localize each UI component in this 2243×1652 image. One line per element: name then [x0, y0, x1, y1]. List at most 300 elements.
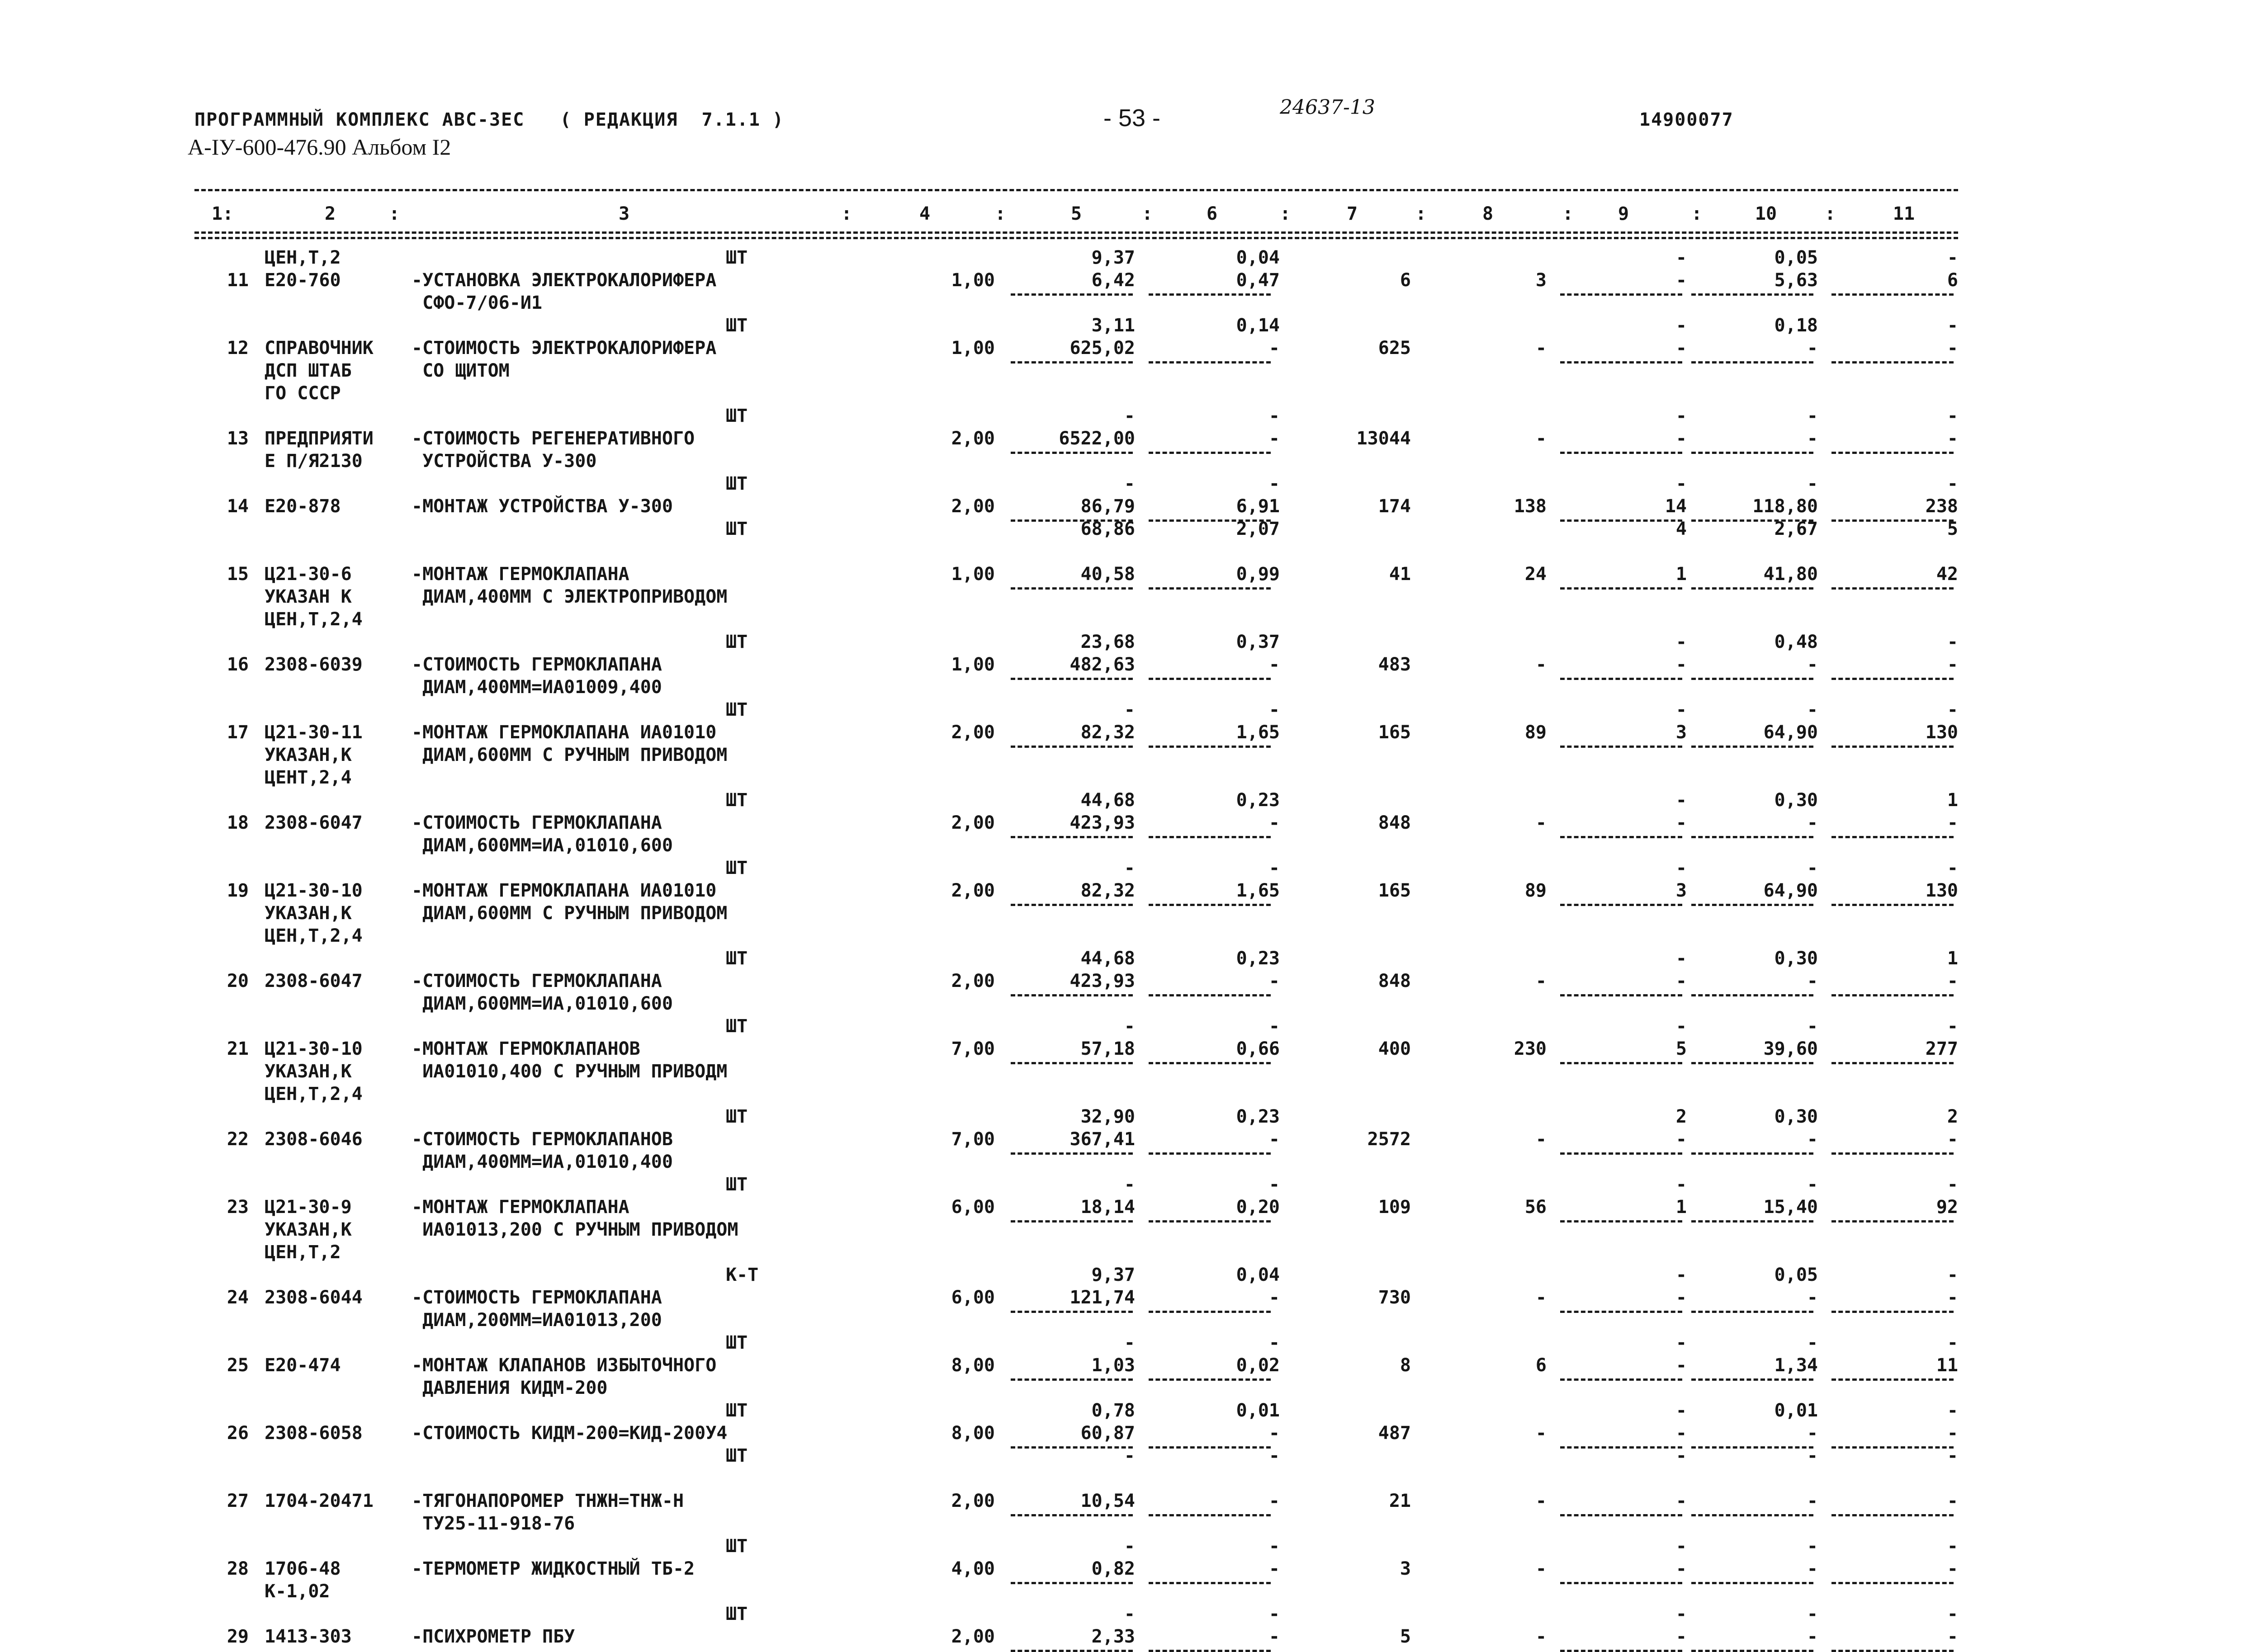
cell-sub-s6: - — [1268, 858, 1280, 878]
cell-underline — [1011, 904, 1133, 906]
cell-underline — [1831, 994, 1954, 996]
cell-underline — [1831, 746, 1954, 748]
cell-c7: 5 — [1400, 1626, 1411, 1647]
row-number: 13 — [227, 428, 249, 449]
row-number: 29 — [227, 1626, 249, 1647]
cell-sub-s6: - — [1268, 1536, 1280, 1557]
cell-c7: 21 — [1389, 1491, 1411, 1511]
cell-qty: 1,00 — [951, 654, 995, 675]
cell-c11: 238 — [1925, 496, 1958, 517]
cell-sub-s9: - — [1675, 1536, 1687, 1557]
item-code: ПРЕДПРИЯТИ — [265, 428, 374, 449]
item-code: УКАЗАН,К — [265, 1219, 352, 1240]
cell-underline — [1560, 1220, 1682, 1222]
cell-c5: 18,14 — [1080, 1197, 1135, 1218]
item-code: 1704-20471 — [265, 1491, 374, 1511]
cell-sub-s10: - — [1807, 473, 1818, 494]
cell-c7: 165 — [1378, 880, 1411, 901]
item-description: -СТОИМОСТЬ ГЕРМОКЛАПАНА — [412, 654, 662, 675]
cell-underline — [1560, 1378, 1682, 1381]
cell-sub-s6: 0,04 — [1236, 1265, 1280, 1285]
item-description: СО ЩИТОМ — [412, 360, 510, 381]
cell-underline — [1149, 1152, 1271, 1155]
cell-underline — [1831, 1650, 1954, 1652]
cell-sub-s5: - — [1124, 858, 1135, 878]
cell-underline — [1691, 1311, 1813, 1313]
document-code: 14900077 — [1639, 109, 1734, 130]
item-code: 2308-6044 — [265, 1287, 363, 1308]
cell-c10: - — [1807, 1491, 1818, 1511]
cell-underline — [1831, 1514, 1954, 1516]
cell-qty: 2,00 — [951, 496, 995, 517]
cell-sub-s9: - — [1675, 406, 1687, 426]
cell-c7: 730 — [1378, 1287, 1411, 1308]
cell-underline — [1691, 361, 1813, 363]
cell-c6: 0,02 — [1236, 1355, 1280, 1376]
cell-sub-s6: - — [1268, 1174, 1280, 1195]
cell-c8: - — [1535, 1129, 1547, 1150]
item-code: Е20-878 — [265, 496, 341, 517]
cell-qty: 2,00 — [951, 971, 995, 991]
cell-c9: 1 — [1675, 564, 1687, 585]
cell-c8: 24 — [1524, 564, 1547, 585]
item-code: СПРАВОЧНИК — [265, 338, 374, 359]
row-number: 26 — [227, 1423, 249, 1444]
cell-sub-s11: - — [1947, 406, 1958, 426]
column-separator: : — [1142, 203, 1153, 224]
item-code: Е П/Я2130 — [265, 451, 363, 472]
cell-sub-s5: - — [1124, 406, 1135, 426]
column-header-6: 6 — [1206, 203, 1218, 224]
item-description: -СТОИМОСТЬ ЭЛЕКТРОКАЛОРИФЕРА — [412, 338, 717, 359]
cell-sub-s10: - — [1807, 858, 1818, 878]
unit-label: ШТ — [726, 519, 748, 539]
cell-qty: 6,00 — [951, 1287, 995, 1308]
item-description: -УСТАНОВКА ЭЛЕКТРОКАЛОРИФЕРА — [412, 270, 717, 291]
cell-underline — [1560, 1582, 1682, 1584]
cell-underline — [1011, 1311, 1133, 1313]
table-top-rule — [194, 189, 1958, 191]
cell-sub-s6: - — [1268, 1016, 1280, 1037]
cell-sub-s5: 68,86 — [1080, 519, 1135, 539]
cell-underline — [1831, 1378, 1954, 1381]
cell-underline — [1691, 746, 1813, 748]
cell-underline — [1831, 587, 1954, 590]
item-description: ИА01013,200 С РУЧНЫМ ПРИВОДОМ — [412, 1219, 738, 1240]
row-number: 16 — [227, 654, 249, 675]
cell-c7: 165 — [1378, 722, 1411, 743]
cell-c9: - — [1675, 270, 1687, 291]
cell-c10: 64,90 — [1763, 722, 1818, 743]
cell-sub-s5: 9,37 — [1091, 1265, 1135, 1285]
cell-underline — [1691, 1152, 1813, 1155]
cell-c11: - — [1947, 812, 1958, 833]
row-number: 22 — [227, 1129, 249, 1150]
column-separator: : — [1562, 203, 1574, 224]
item-description: ИА01010,400 С РУЧНЫМ ПРИВОДМ — [412, 1061, 728, 1082]
cell-underline — [1560, 293, 1682, 296]
cell-sub-s11: - — [1947, 632, 1958, 652]
cell-sub-s5: 44,68 — [1080, 948, 1135, 969]
cell-qty: 2,00 — [951, 722, 995, 743]
cell-c11: - — [1947, 971, 1958, 991]
item-description: ДИАМ,400ММ С ЭЛЕКТРОПРИВОДОМ — [412, 586, 728, 607]
cell-c9: - — [1675, 971, 1687, 991]
cell-c8: - — [1535, 1423, 1547, 1444]
column-separator: : — [1415, 203, 1427, 224]
cell-sub-s9: - — [1675, 315, 1687, 336]
cell-sub-s11: 1 — [1947, 948, 1958, 969]
cell-underline — [1011, 836, 1133, 838]
cell-c7: 483 — [1378, 654, 1411, 675]
cell-c8: - — [1535, 1491, 1547, 1511]
cell-qty: 2,00 — [951, 812, 995, 833]
cell-c11: - — [1947, 1491, 1958, 1511]
item-code: ЦЕН,Т,2 — [265, 1242, 341, 1263]
item-description: СФО-7/06-И1 — [412, 293, 542, 313]
cell-qty: 7,00 — [951, 1129, 995, 1150]
cell-underline — [1011, 1152, 1133, 1155]
cell-c11: - — [1947, 1626, 1958, 1647]
cell-c5: 57,18 — [1080, 1038, 1135, 1059]
cell-c8: - — [1535, 1287, 1547, 1308]
item-description: -МОНТАЖ ГЕРМОКЛАПАНА ИА01010 — [412, 880, 717, 901]
cell-underline — [1149, 452, 1271, 454]
cell-c7: 2572 — [1367, 1129, 1411, 1150]
cell-underline — [1831, 1152, 1954, 1155]
cell-sub-s11: 1 — [1947, 790, 1958, 811]
cell-qty: 6,00 — [951, 1197, 995, 1218]
cell-underline — [1011, 452, 1133, 454]
cell-c11: - — [1947, 1423, 1958, 1444]
item-description: -ТЕРМОМЕТР ЖИДКОСТНЫЙ ТБ-2 — [412, 1558, 695, 1579]
column-separator: : — [841, 203, 852, 224]
cell-sub-s9: - — [1675, 1332, 1687, 1353]
cell-c11: 11 — [1936, 1355, 1958, 1376]
cell-sub-s6: - — [1268, 473, 1280, 494]
cell-c10: 39,60 — [1763, 1038, 1818, 1059]
cell-underline — [1011, 746, 1133, 748]
cell-sub-s10: 0,30 — [1774, 790, 1818, 811]
cell-c11: - — [1947, 247, 1958, 268]
cell-sub-s9: - — [1675, 1445, 1687, 1466]
item-code: ГО СССР — [265, 383, 341, 404]
cell-sub-s6: 0,23 — [1236, 948, 1280, 969]
cell-c9: 5 — [1675, 1038, 1687, 1059]
cell-underline — [1560, 1062, 1682, 1064]
unit-label: К-Т — [726, 1265, 759, 1285]
cell-underline — [1149, 361, 1271, 363]
row-number: 11 — [227, 270, 249, 291]
cell-sub-s10: - — [1807, 699, 1818, 720]
cell-c8: - — [1535, 1626, 1547, 1647]
cell-sub-s6: - — [1268, 406, 1280, 426]
cell-sub-s10: 0,30 — [1774, 1106, 1818, 1127]
cell-underline — [1011, 1582, 1133, 1584]
cell-c11: 130 — [1925, 722, 1958, 743]
cell-underline — [1691, 1062, 1813, 1064]
cell-sub-s5: 3,11 — [1091, 315, 1135, 336]
cell-c5: 40,58 — [1080, 564, 1135, 585]
handwritten-number: 24637-13 — [1280, 96, 1375, 119]
item-code: К-1,02 — [265, 1581, 330, 1602]
row-number: 28 — [227, 1558, 249, 1579]
cell-c7: 109 — [1378, 1197, 1411, 1218]
cell-sub-s9: 4 — [1675, 519, 1687, 539]
cell-underline — [1560, 994, 1682, 996]
cell-sub-s5: - — [1124, 1332, 1135, 1353]
item-code: 1413-303 — [265, 1626, 352, 1647]
cell-sub-s6: - — [1268, 1332, 1280, 1353]
item-code: ДСП ШТАБ — [265, 360, 352, 381]
item-code: УКАЗАН К — [265, 586, 352, 607]
cell-c7: 487 — [1378, 1423, 1411, 1444]
cell-c11: 130 — [1925, 880, 1958, 901]
cell-sub-s10: 0,30 — [1774, 948, 1818, 969]
cell-underline — [1011, 678, 1133, 680]
item-code: УКАЗАН,К — [265, 903, 352, 924]
cell-sub-s11: - — [1947, 699, 1958, 720]
row-number: 21 — [227, 1038, 249, 1059]
cell-sub-s11: - — [1947, 315, 1958, 336]
cell-underline — [1831, 452, 1954, 454]
column-separator: : — [1691, 203, 1703, 224]
cell-c11: - — [1947, 1129, 1958, 1150]
cell-sub-s11: - — [1947, 858, 1958, 878]
cell-c11: 92 — [1936, 1197, 1958, 1218]
column-header-4: 4 — [919, 203, 931, 224]
cell-c9: 14 — [1665, 496, 1687, 517]
row-number: 20 — [227, 971, 249, 991]
cell-sub-s11: - — [1947, 473, 1958, 494]
unit-label: ШТ — [726, 858, 748, 878]
cell-qty: 7,00 — [951, 1038, 995, 1059]
row-number: 15 — [227, 564, 249, 585]
cell-c9: - — [1675, 1287, 1687, 1308]
item-description: ДИАМ,600ММ С РУЧНЫМ ПРИВОДОМ — [412, 745, 728, 765]
cell-underline — [1149, 836, 1271, 838]
cell-qty: 1,00 — [951, 564, 995, 585]
cell-underline — [1691, 1220, 1813, 1222]
cell-qty: 4,00 — [951, 1558, 995, 1579]
cell-c5: 82,32 — [1080, 722, 1135, 743]
cell-c10: - — [1807, 1129, 1818, 1150]
cell-sub-s10: - — [1807, 1016, 1818, 1037]
table-header-rule-upper — [194, 231, 1958, 234]
cell-underline — [1691, 904, 1813, 906]
cell-underline — [1011, 293, 1133, 296]
cell-sub-s6: - — [1268, 1604, 1280, 1624]
cell-underline — [1691, 836, 1813, 838]
cell-underline — [1011, 1650, 1133, 1652]
cell-sub-s10: 2,67 — [1774, 519, 1818, 539]
cell-c9: - — [1675, 1626, 1687, 1647]
unit-label: ШТ — [726, 1400, 748, 1421]
cell-c9: - — [1675, 428, 1687, 449]
unit-label: ШТ — [726, 1332, 748, 1353]
cell-c6: - — [1268, 654, 1280, 675]
cell-underline — [1011, 994, 1133, 996]
cell-underline — [1011, 1514, 1133, 1516]
cell-sub-s10: 0,48 — [1774, 632, 1818, 652]
cell-c9: - — [1675, 812, 1687, 833]
item-description: -ТЯГОНАПОРОМЕР ТНЖН=ТНЖ-Н — [412, 1491, 684, 1511]
cell-underline — [1149, 1514, 1271, 1516]
item-description: ДИАМ,600ММ=ИА,01010,600 — [412, 835, 673, 856]
cell-sub-s10: - — [1807, 1174, 1818, 1195]
item-description: -СТОИМОСТЬ ГЕРМОКЛАПАНА — [412, 1287, 662, 1308]
cell-c9: - — [1675, 247, 1687, 268]
item-code: 2308-6047 — [265, 812, 363, 833]
column-header-5: 5 — [1070, 203, 1082, 224]
cell-c8: - — [1535, 1558, 1547, 1579]
cell-c6: 0,47 — [1236, 270, 1280, 291]
cell-qty: 2,00 — [951, 1491, 995, 1511]
cell-c7: 3 — [1400, 1558, 1411, 1579]
item-description: -СТОИМОСТЬ РЕГЕНЕРАТИВНОГО — [412, 428, 695, 449]
cell-c7: 848 — [1378, 812, 1411, 833]
cell-c10: - — [1807, 1558, 1818, 1579]
cell-c6: - — [1268, 1626, 1280, 1647]
cell-underline — [1831, 293, 1954, 296]
cell-c10: - — [1807, 1287, 1818, 1308]
cell-underline — [1691, 587, 1813, 590]
cell-underline — [1691, 994, 1813, 996]
cell-c10: - — [1807, 338, 1818, 359]
cell-underline — [1560, 587, 1682, 590]
cell-sub-s9: - — [1675, 1400, 1687, 1421]
cell-sub-s6: 0,01 — [1236, 1400, 1280, 1421]
cell-sub-s10: - — [1807, 1604, 1818, 1624]
cell-c9: - — [1675, 338, 1687, 359]
cell-underline — [1560, 452, 1682, 454]
item-description: ДИАМ,400ММ=ИА,01010,400 — [412, 1152, 673, 1172]
item-code: 2308-6039 — [265, 654, 363, 675]
cell-c6: - — [1268, 1287, 1280, 1308]
cell-c9: - — [1675, 1491, 1687, 1511]
cell-c6: 0,20 — [1236, 1197, 1280, 1218]
cell-underline — [1691, 293, 1813, 296]
cell-c9: 3 — [1675, 722, 1687, 743]
item-description: -МОНТАЖ ГЕРМОКЛАПАНА ИА01010 — [412, 722, 717, 743]
cell-underline — [1149, 678, 1271, 680]
unit-label: ШТ — [726, 632, 748, 652]
cell-underline — [1149, 1062, 1271, 1064]
cell-underline — [1011, 1220, 1133, 1222]
item-code: Ц21-30-6 — [265, 564, 352, 585]
cell-sub-s5: - — [1124, 1016, 1135, 1037]
row-number: 14 — [227, 496, 249, 517]
column-header-8: 8 — [1482, 203, 1494, 224]
cell-underline — [1149, 587, 1271, 590]
item-code: 1706-48 — [265, 1558, 341, 1579]
cell-c5: 0,82 — [1091, 1558, 1135, 1579]
item-code: ЦЕН,Т,2,4 — [265, 609, 363, 630]
row-number: 27 — [227, 1491, 249, 1511]
cell-c6: - — [1268, 1129, 1280, 1150]
unit-label: ШТ — [726, 315, 748, 336]
row-number: 25 — [227, 1355, 249, 1376]
cell-sub-s9: - — [1675, 1265, 1687, 1285]
unit-label: ШТ — [726, 247, 748, 268]
cell-c9: - — [1675, 1129, 1687, 1150]
cell-sub-s6: 0,37 — [1236, 632, 1280, 652]
cell-c10: - — [1807, 1423, 1818, 1444]
cell-c5: 625,02 — [1069, 338, 1135, 359]
item-description: ДИАМ,600ММ С РУЧНЫМ ПРИВОДОМ — [412, 903, 728, 924]
cell-c8: - — [1535, 812, 1547, 833]
cell-c8: - — [1535, 338, 1547, 359]
item-code: 2308-6058 — [265, 1423, 363, 1444]
unit-label: ШТ — [726, 1016, 748, 1037]
cell-underline — [1560, 836, 1682, 838]
item-code: 2308-6046 — [265, 1129, 363, 1150]
cell-sub-s11: - — [1947, 1445, 1958, 1466]
item-code: ЦЕН,Т,2 — [265, 247, 341, 268]
cell-c7: 174 — [1378, 496, 1411, 517]
unit-label: ШТ — [726, 1536, 748, 1557]
cell-c9: 3 — [1675, 880, 1687, 901]
item-code: Е20-474 — [265, 1355, 341, 1376]
cell-sub-s6: - — [1268, 699, 1280, 720]
cell-sub-s11: - — [1947, 1016, 1958, 1037]
cell-sub-s9: 2 — [1675, 1106, 1687, 1127]
cell-underline — [1560, 746, 1682, 748]
cell-c5: 60,87 — [1080, 1423, 1135, 1444]
cell-c10: 5,63 — [1774, 270, 1818, 291]
cell-c5: 423,93 — [1069, 971, 1135, 991]
cell-c7: 41 — [1389, 564, 1411, 585]
cell-c5: 367,41 — [1069, 1129, 1135, 1150]
item-description: УСТРОЙСТВА У-300 — [412, 451, 597, 472]
cell-sub-s11: - — [1947, 1265, 1958, 1285]
cell-sub-s5: 23,68 — [1080, 632, 1135, 652]
item-code: ЦЕН,Т,2,4 — [265, 925, 363, 946]
column-separator: : — [222, 203, 234, 224]
cell-sub-s9: - — [1675, 1016, 1687, 1037]
cell-c8: 138 — [1514, 496, 1547, 517]
unit-label: ШТ — [726, 406, 748, 426]
cell-qty: 1,00 — [951, 338, 995, 359]
cell-c10: - — [1807, 1626, 1818, 1647]
cell-sub-s11: 2 — [1947, 1106, 1958, 1127]
cell-c6: - — [1268, 1423, 1280, 1444]
cell-c8: 56 — [1524, 1197, 1547, 1218]
cell-sub-s5: - — [1124, 1536, 1135, 1557]
cell-underline — [1560, 904, 1682, 906]
cell-sub-s10: - — [1807, 1536, 1818, 1557]
cell-c6: 1,65 — [1236, 880, 1280, 901]
cell-c9: - — [1675, 1558, 1687, 1579]
cell-sub-s9: - — [1675, 699, 1687, 720]
cell-underline — [1691, 1582, 1813, 1584]
cell-c11: 6 — [1947, 270, 1958, 291]
cell-underline — [1831, 1220, 1954, 1222]
item-code: УКАЗАН,К — [265, 1061, 352, 1082]
cell-c10: 118,80 — [1752, 496, 1818, 517]
item-code: Е20-760 — [265, 270, 341, 291]
unit-label: ШТ — [726, 1174, 748, 1195]
cell-c5: 10,54 — [1080, 1491, 1135, 1511]
cell-c8: - — [1535, 428, 1547, 449]
item-description: -ПСИХРОМЕТР ПБУ — [412, 1626, 575, 1647]
cell-c10: - — [1807, 971, 1818, 991]
cell-c6: - — [1268, 971, 1280, 991]
cell-c11: - — [1947, 428, 1958, 449]
column-header-9: 9 — [1618, 203, 1629, 224]
cell-qty: 2,00 — [951, 880, 995, 901]
item-description: -СТОИМОСТЬ КИДМ-200=КИД-200У4 — [412, 1423, 728, 1444]
